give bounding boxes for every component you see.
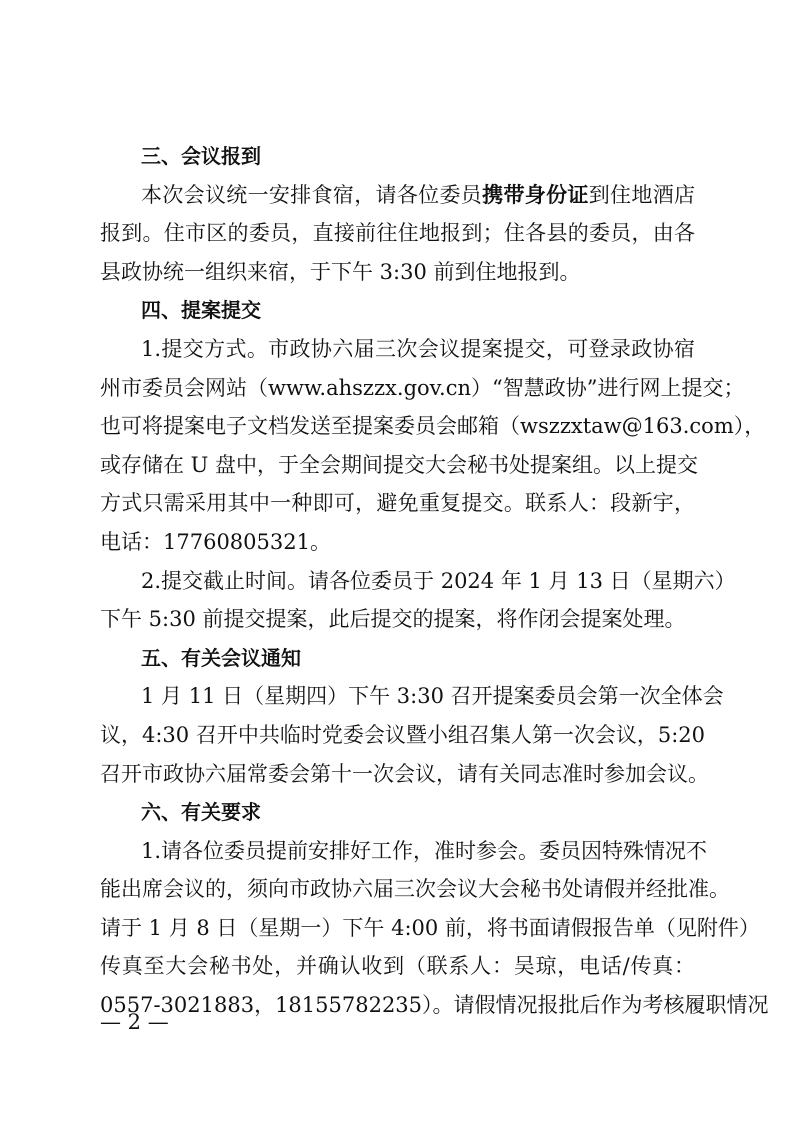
paragraph-line: 1.提交方式。市政协六届三次会议提案提交，可登录政协宿: [141, 336, 695, 361]
paragraph-line: 2.提交截止时间。请各位委员于 2024 年 1 月 13 日（星期六）: [141, 568, 736, 593]
paragraph-line: 1.请各位委员提前安排好工作，准时参会。委员因特殊情况不: [141, 838, 708, 863]
paragraph-line: 也可将提案电子文档发送至提案委员会邮箱（wszzxtaw@163.com），: [100, 414, 766, 439]
section-heading-requirements: 六、有关要求: [141, 800, 261, 825]
paragraph-line: 1 月 11 日（星期四）下午 3:30 召开提案委员会第一次全体会: [141, 684, 724, 709]
paragraph-line: 电话：17760805321。: [100, 529, 331, 554]
page-number: — 2 —: [100, 1010, 169, 1034]
paragraph-line: 请于 1 月 8 日（星期一）下午 4:00 前，将书面请假报告单（见附件）: [100, 915, 760, 940]
paragraph-line: 能出席会议的，须向市政协六届三次会议大会秘书处请假并经批准。: [100, 877, 730, 902]
paragraph-line: 0557-3021883，18155782235）。请假情况报批后作为考核履职情况: [100, 993, 769, 1018]
paragraph-line: 议，4:30 召开中共临时党委会议暨小组召集人第一次会议，5:20: [100, 722, 705, 747]
paragraph-line: 召开市政协六届常委会第十一次会议，请有关同志准时参加会议。: [100, 761, 709, 786]
text-span: 本次会议统一安排食宿，请各位委员: [141, 182, 483, 207]
paragraph-line: 方式只需采用其中一种即可，避免重复提交。联系人：段新宇，: [100, 491, 695, 516]
paragraph-line: 县政协统一组织来宿，于下午 3:30 前到住地报到。: [100, 259, 581, 284]
paragraph-line: 州市委员会网站（www.ahszzx.gov.cn）“智慧政协”进行网上提交；: [100, 375, 745, 400]
paragraph-line: 报到。住市区的委员，直接前往住地报到；住各县的委员，由各: [100, 221, 695, 246]
paragraph-line: 或存储在 U 盘中，于全会期间提交大会秘书处提案组。以上提交: [100, 452, 699, 477]
document-body: [100, 137, 769, 1025]
section-heading-meeting-notice: 五、有关会议通知: [141, 645, 301, 670]
text-span: 到住地酒店: [588, 182, 696, 207]
section-heading-proposal-submission: 四、提案提交: [141, 298, 261, 323]
paragraph-line: 传真至大会秘书处，并确认收到（联系人：吴琼，电话/传真：: [100, 954, 695, 979]
emphasis-id-card: 携带身份证: [482, 182, 589, 207]
paragraph-line: [100, 176, 695, 215]
section-heading-registration: 三、会议报到: [141, 144, 261, 168]
paragraph-line: 下午 5:30 前提交提案，此后提交的提案，将作闭会提案处理。: [100, 607, 686, 632]
